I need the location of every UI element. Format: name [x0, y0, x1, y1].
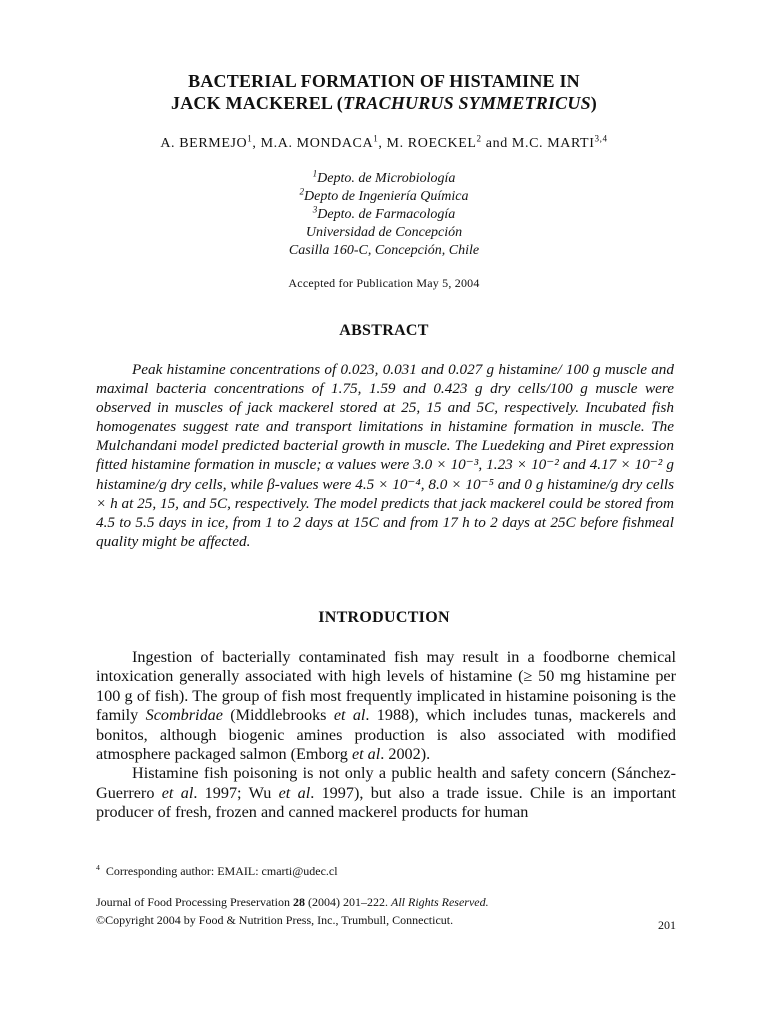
author-list — [0, 133, 768, 152]
intro-p2-text-a: Histamine fish poisoning is not only a public health and safety concern (Sánchez-Guerrero — [96, 764, 676, 802]
accepted-date: Accepted for Publication May 5, 2004 — [288, 276, 480, 290]
title-line-2-suffix: ) — [590, 93, 597, 113]
journal-pages: (2004) 201–222. — [304, 895, 391, 909]
journal-name: Journal of Food Processing Preservation — [96, 895, 293, 909]
copyright-line: ©Copyright 2004 by Food & Nutrition Press, Inc., Trumbull, Connecticut. — [96, 913, 454, 927]
paper-title — [0, 70, 768, 114]
author-2: , M.A. MONDACA — [252, 136, 374, 151]
et-al: et al — [351, 745, 381, 764]
affiliation-1-text: Depto. de Microbiología — [317, 171, 456, 186]
author-4-mark: 3,4 — [594, 133, 608, 144]
address: Casilla 160-C, Concepción, Chile — [288, 243, 480, 258]
footnote — [96, 864, 338, 879]
introduction-body — [96, 648, 676, 823]
et-al: et al — [278, 783, 311, 802]
journal-citation — [96, 893, 676, 911]
author-4: and M.C. MARTI — [481, 136, 595, 151]
abstract-text: Peak histamine concentrations of 0.023, 0.031 and 0.027 g histamine/ 100 g muscle and maximal bacteria concentrations of 1.75, 1.59 and 0.423 g dry cells/100 g muscle were observed in muscles of jack mackerel stored at 25, 15 and 5C, respectively. Incubated fish homogenates suggest rate and transport limitations in histamine formation in muscle. The Mulchandani model predicted bacterial growth in muscle. The Luedeking and Piret expression fitted histamine formation in muscle; α values were 3.0 × 10⁻³, 1.23 × 10⁻² and 4.17 × 10⁻² g histamine/g dry cells, while β-values were 4.5 × 10⁻⁴, 8.0 × 10⁻⁵ and 0 g histamine/g dry cells × h at 25, 15, and 5C, respectively. The model predicts that jack mackerel could be stored from 4.5 to 5.5 days in ice, from 1 to 2 days at 15C and from 17 h to 2 days at 25C before fishmeal quality might be affected. — [96, 361, 674, 550]
et-al: et al — [333, 706, 366, 725]
intro-paragraph-1 — [96, 648, 676, 764]
introduction-heading: INTRODUCTION — [318, 609, 450, 626]
intro-p1-text-b: (Middlebrooks — [222, 706, 334, 725]
author-3-mark: 2 — [476, 133, 482, 144]
footnote-marker: 4 — [96, 863, 100, 872]
intro-p1-text-c: . 1988), which includes tunas, mackerels and bonitos, although biogenic amines production is also associated with modified atmosphere packaged salmon (Emborg — [96, 706, 676, 764]
et-al: et al — [161, 783, 194, 802]
species-name: TRACHURUS SYMMETRICUS — [343, 93, 591, 113]
journal-volume: 28 — [292, 895, 305, 909]
intro-p2-text-c: . 1997), but also a trade issue. Chile is an important producer of fresh, frozen and canned mackerel products for human — [96, 783, 676, 822]
affiliation-1 — [0, 170, 768, 188]
journal-info — [96, 893, 676, 929]
title-line-1: BACTERIAL FORMATION OF HISTAMINE IN — [188, 71, 580, 91]
author-2-mark: 1 — [373, 133, 379, 144]
affiliation-3-mark: 3 — [312, 204, 318, 215]
affiliation-3-text: Depto. de Farmacología — [317, 207, 456, 222]
affiliation-2-mark: 2 — [299, 186, 305, 197]
family-name: Scombridae — [145, 706, 223, 725]
intro-p1-text-a: Ingestion of bacterially contaminated fish may result in a foodborne chemical intoxication generally associated with high levels of histamine (≥ 50 mg histamine per 100 g of fish). The group of fish most frequently implicated in histamine poisoning is the family — [96, 648, 676, 725]
affiliations — [0, 170, 768, 260]
university: Universidad de Concepción — [305, 225, 463, 240]
title-line-2 — [0, 92, 768, 114]
abstract-heading: ABSTRACT — [339, 322, 429, 339]
affiliation-3 — [0, 206, 768, 224]
intro-p1-text-d: . 2002). — [380, 745, 431, 764]
rights-statement: All Rights Reserved. — [390, 895, 489, 909]
affiliation-1-mark: 1 — [312, 168, 318, 179]
author-3: , M. ROECKEL — [378, 136, 477, 151]
page-number: 201 — [658, 918, 676, 932]
affiliation-2 — [0, 188, 768, 206]
title-line-2-prefix: JACK MACKEREL ( — [171, 93, 344, 113]
author-1: A. BERMEJO — [160, 136, 248, 151]
intro-p2-text-b: . 1997; Wu — [193, 783, 279, 802]
author-1-mark: 1 — [247, 133, 253, 144]
abstract-body — [96, 360, 674, 551]
footnote-text: Corresponding author: EMAIL: cmarti@udec.cl — [105, 864, 338, 878]
intro-paragraph-2 — [96, 764, 676, 822]
affiliation-2-text: Depto de Ingeniería Química — [304, 189, 469, 204]
